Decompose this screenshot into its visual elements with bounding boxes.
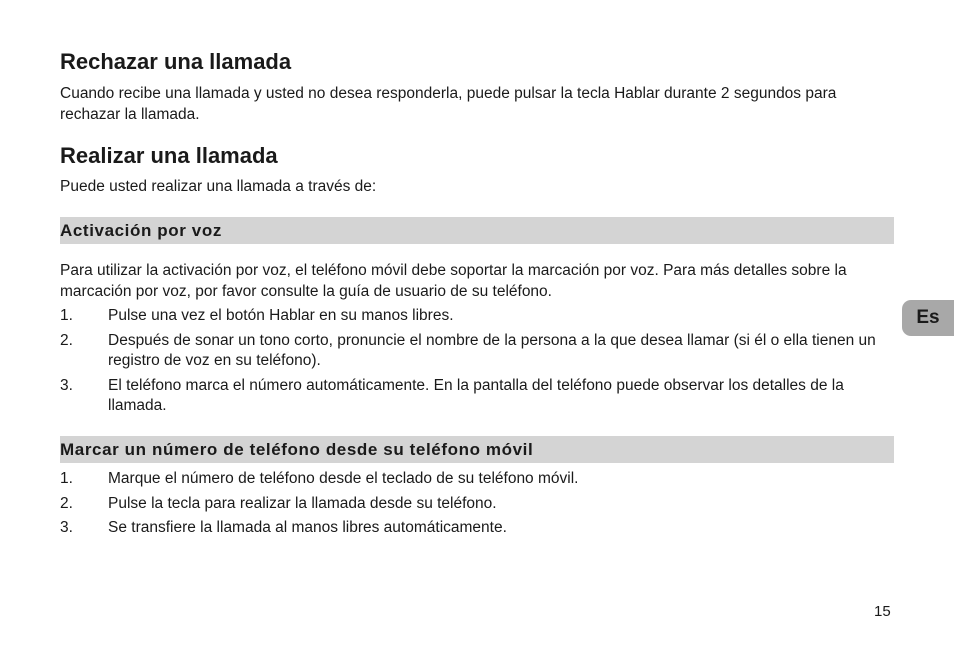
make-call-body: Puede usted realizar una llamada a través de: xyxy=(60,178,377,195)
voice-steps-list xyxy=(60,306,894,421)
section-title-make-call: Realizar una llamada xyxy=(60,143,278,168)
step-number: 3. xyxy=(60,376,73,394)
step-number: 1. xyxy=(60,470,73,487)
subheading-band-voice xyxy=(60,217,894,244)
step-number: 3. xyxy=(60,519,73,536)
list-item xyxy=(60,518,894,539)
language-tab-label: Es xyxy=(916,307,940,328)
subheading-voice: Activación por voz xyxy=(60,221,222,240)
reject-body: Cuando recibe una llamada y usted no desea responderla, puede pulsar la tecla Hablar durante 2 segundos para rechazar la llamada. xyxy=(60,85,837,123)
section-title-reject: Rechazar una llamada xyxy=(60,49,292,74)
step-text: Se transfiere la llamada al manos libres automáticamente. xyxy=(108,519,507,536)
list-item xyxy=(60,306,894,327)
list-item xyxy=(60,494,894,515)
page-number: 15 xyxy=(874,603,891,620)
voice-intro: Para utilizar la activación por voz, el teléfono móvil debe soportar la marcación por voz. Para más detalles sobre la marcación por voz, por favor consulte la guía de usuario de su teléfono. xyxy=(60,262,847,300)
step-text: Pulse una vez el botón Hablar en su manos libres. xyxy=(108,307,454,324)
subheading-band-dial xyxy=(60,436,894,463)
language-tab xyxy=(902,300,954,336)
dial-steps-list xyxy=(60,469,894,543)
subheading-dial: Marcar un número de teléfono desde su teléfono móvil xyxy=(60,440,534,459)
step-number: 1. xyxy=(60,307,73,324)
step-number: 2. xyxy=(60,331,73,349)
step-text: Después de sonar un tono corto, pronuncie el nombre de la persona a la que desea llamar (si él o ella tienen un registro de voz en su teléfono). xyxy=(108,331,876,369)
step-text: Marque el número de teléfono desde el teclado de su teléfono móvil. xyxy=(108,470,579,487)
step-number: 2. xyxy=(60,494,73,512)
step-text: Pulse la tecla para realizar la llamada desde su teléfono. xyxy=(108,494,497,512)
list-item xyxy=(60,469,894,490)
step-text: El teléfono marca el número automáticamente. En la pantalla del teléfono puede observar los detalles de la llamada. xyxy=(108,376,844,414)
list-item xyxy=(60,331,894,372)
list-item xyxy=(60,376,894,417)
